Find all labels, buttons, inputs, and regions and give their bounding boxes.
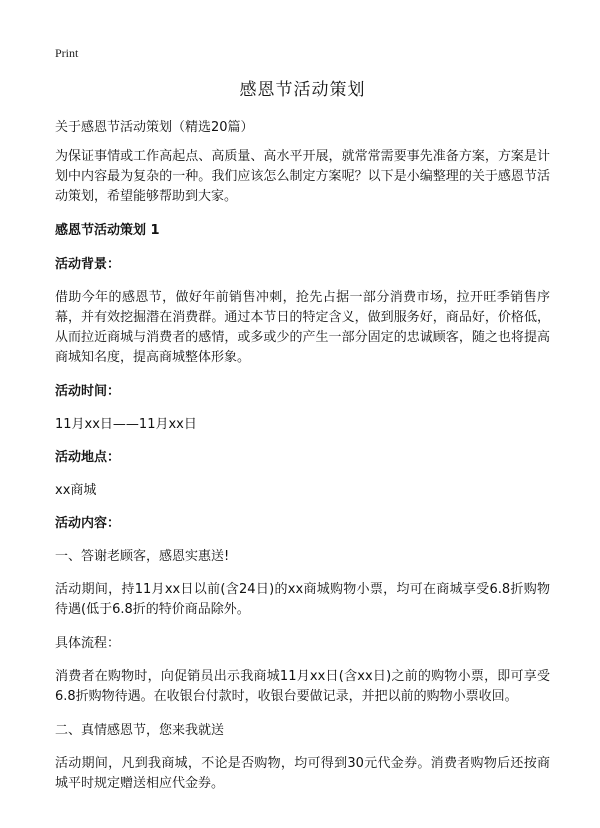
item2-title: 二、真情感恩节，您来我就送: [55, 723, 225, 738]
page-title: 感恩节活动策划: [239, 80, 366, 100]
location-value: xx商城: [55, 483, 97, 498]
background-paragraph: 借助今年的感恩节，做好年前销售冲刺，抢先占据一部分消费市场，拉开旺季销售序幕，并有效挖掘潜在消费群。通过本节日的特定含义，做到服务好，商品好，价格低，从而拉近商城与消费者的感情，或多或少的产生一部分固定的忠诚顾客，随之也将提高商城知名度，提高商城整体形象。: [55, 290, 550, 365]
document-content: [55, 78, 550, 808]
intro-paragraph: 为保证事情或工作高起点、高质量、高水平开展，就常常需要事先准备方案，方案是计划中内容最为复杂的一种。我们应该怎么制定方案呢？以下是小编整理的关于感恩节活动策划，希望能够帮助到大家。: [55, 149, 550, 204]
item1-paragraph: 活动期间，持11月xx日以前(含24日)的xx商城购物小票，均可在商城享受6.8折购物待遇(低于6.8折的特价商品除外。: [55, 582, 550, 617]
document-subtitle: 关于感恩节活动策划（精选20篇）: [55, 120, 254, 135]
time-label: 活动时间：: [55, 384, 121, 399]
location-label: 活动地点：: [55, 450, 121, 465]
content-label: 活动内容：: [55, 516, 121, 531]
item1-title: 一、答谢老顾客，感恩实惠送!: [55, 549, 230, 564]
process-paragraph: 消费者在购物时，向促销员出示我商城11月xx日(含xx日)之前的购物小票，即可享受6.8折购物待遇。在收银台付款时，收银台要做记录，并把以前的购物小票收回。: [55, 669, 550, 704]
print-link[interactable]: Print: [55, 46, 79, 60]
time-value: 11月xx日——11月xx日: [55, 417, 197, 432]
background-label: 活动背景：: [55, 257, 121, 272]
section-heading: 感恩节活动策划 1: [55, 223, 160, 238]
item2-paragraph: 活动期间，凡到我商城，不论是否购物，均可得到30元代金券。消费者购物后还按商城平时规定赠送相应代金券。: [55, 756, 550, 791]
process-label: 具体流程：: [55, 636, 121, 651]
